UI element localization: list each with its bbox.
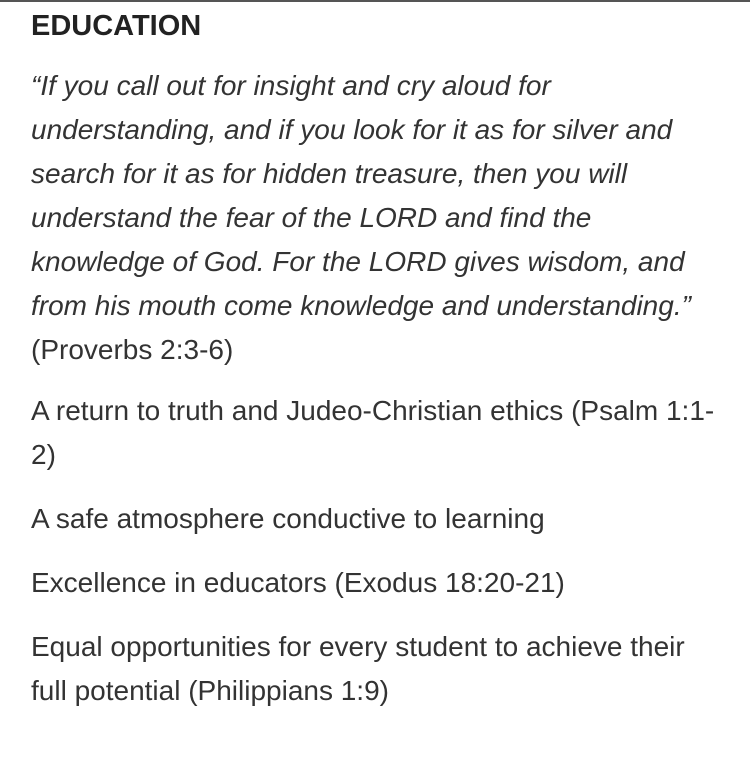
top-divider [0,0,750,2]
section-heading: EDUCATION [31,10,202,42]
quote-text: “If you call out for insight and cry aloud for understanding, and if you look for it as for silver and search for it as for hidden treasure, then you will understand the fear of the LORD and find the knowledge of God. For the LORD gives wisdom, and from his mouth come knowledge and understanding.” [31,70,691,321]
point-item: A safe atmosphere conductive to learning [31,503,545,534]
quote-reference: (Proverbs 2:3-6) [31,334,234,365]
point-item: A return to truth and Judeo-Christian ethics (Psalm 1:1-2) [31,395,715,470]
scripture-quote [31,64,721,372]
point-item: Excellence in educators (Exodus 18:20-21) [31,567,565,598]
education-section [31,6,721,733]
point-item: Equal opportunities for every student to achieve their full potential (Philippians 1:9) [31,631,685,706]
